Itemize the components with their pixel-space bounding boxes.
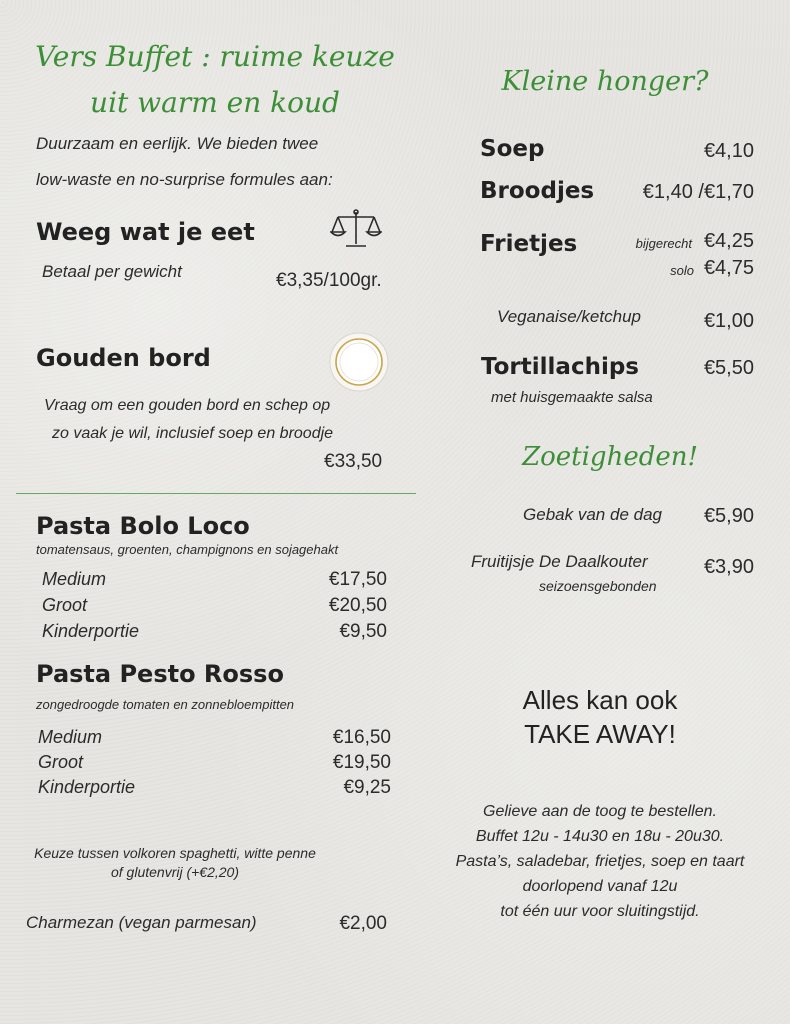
soep-price: €4,10	[703, 140, 754, 162]
takeaway-line2: TAKE AWAY!	[524, 719, 676, 749]
charmezan-price: €2,00	[339, 913, 387, 934]
gouden-desc-line2: zo vaak je wil, inclusief soep en broodje	[52, 425, 334, 442]
pasta-pesto-size-label: Kinderportie	[38, 777, 136, 797]
tortilla-desc: met huisgemaakte salsa	[491, 389, 653, 406]
pasta-pesto-size-label: Medium	[38, 727, 103, 747]
pasta-pesto-size-price: €16,50	[332, 727, 391, 748]
tortilla-label: Tortillachips	[481, 354, 639, 380]
intro-line2: low-waste en no-surprise formules aan:	[36, 170, 333, 189]
takeaway-line1: Alles kan ook	[522, 685, 678, 715]
info-line: Buffet 12u - 14u30 en 18u - 20u30.	[475, 828, 725, 845]
buffet-title-line1: Vers Buffet : ruime keuze	[35, 40, 395, 73]
weeg-desc: Betaal per gewicht	[42, 262, 182, 281]
gebak-price: €5,90	[703, 505, 754, 527]
frietjes-side-label: bijgerecht	[635, 236, 692, 251]
plate-icon	[328, 331, 390, 393]
intro-line1: Duurzaam en eerlijk. We bieden twee	[36, 134, 319, 153]
pasta-pesto-desc: zongedroogde tomaten en zonnebloempitten	[36, 697, 295, 712]
pasta-bolo-size-price: €17,50	[328, 569, 387, 590]
pasta-pesto-size-price: €9,25	[343, 777, 391, 798]
pasta-pesto-size-label: Groot	[38, 752, 84, 772]
zoetigheden-title: Zoetigheden!	[522, 442, 698, 472]
soep-label: Soep	[480, 136, 545, 162]
veganaise-price: €1,00	[703, 310, 754, 332]
frietjes-label: Frietjes	[480, 231, 578, 257]
pasta-pesto-title: Pasta Pesto Rosso	[36, 660, 284, 688]
frietjes-solo-label: solo	[670, 263, 694, 278]
fruit-desc: seizoensgebonden	[539, 578, 657, 594]
choice-line2: of glutenvrij (+€2,20)	[110, 864, 240, 880]
gouden-title: Gouden bord	[36, 344, 211, 372]
frietjes-side-price: €4,25	[703, 230, 754, 252]
choice-line1: Keuze tussen volkoren spaghetti, witte penne	[34, 845, 316, 861]
info-line: doorlopend vanaf 12u	[522, 878, 678, 895]
fruit-label: Fruitijsje De Daalkouter	[471, 552, 648, 571]
section-divider	[16, 493, 416, 494]
veganaise-label: Veganaise/ketchup	[497, 307, 641, 326]
info-line: tot één uur voor sluitingstijd.	[500, 903, 700, 920]
gouden-desc-line1: Vraag om een gouden bord en schep op	[44, 397, 331, 414]
info-line: Gelieve aan de toog te bestellen.	[483, 803, 717, 820]
weeg-title: Weeg wat je eet	[36, 218, 255, 246]
broodjes-price: €1,40 /€1,70	[642, 181, 754, 203]
frietjes-solo-price: €4,75	[703, 257, 754, 279]
tortilla-price: €5,50	[703, 357, 754, 379]
weeg-price: €3,35/100gr.	[276, 270, 382, 291]
pasta-bolo-size-label: Medium	[42, 569, 107, 589]
scale-icon	[330, 208, 382, 250]
pasta-bolo-size-price: €20,50	[328, 595, 387, 616]
broodjes-label: Broodjes	[480, 178, 595, 204]
buffet-title-line2: uit warm en koud	[90, 86, 340, 119]
pasta-bolo-size-label: Groot	[42, 595, 88, 615]
fruit-price: €3,90	[703, 556, 754, 578]
pasta-bolo-title: Pasta Bolo Loco	[36, 512, 250, 540]
gebak-label: Gebak van de dag	[523, 505, 662, 524]
pasta-pesto-size-price: €19,50	[332, 752, 391, 773]
gouden-price: €33,50	[324, 451, 383, 472]
info-line: Pasta’s, saladebar, frietjes, soep en taart	[455, 853, 745, 870]
pasta-bolo-size-price: €9,50	[339, 621, 387, 642]
kleine-honger-title: Kleine honger?	[501, 66, 709, 97]
pasta-bolo-desc: tomatensaus, groenten, champignons en sojagehakt	[36, 542, 339, 557]
pasta-bolo-size-label: Kinderportie	[42, 621, 140, 641]
charmezan-label: Charmezan (vegan parmesan)	[26, 913, 257, 932]
